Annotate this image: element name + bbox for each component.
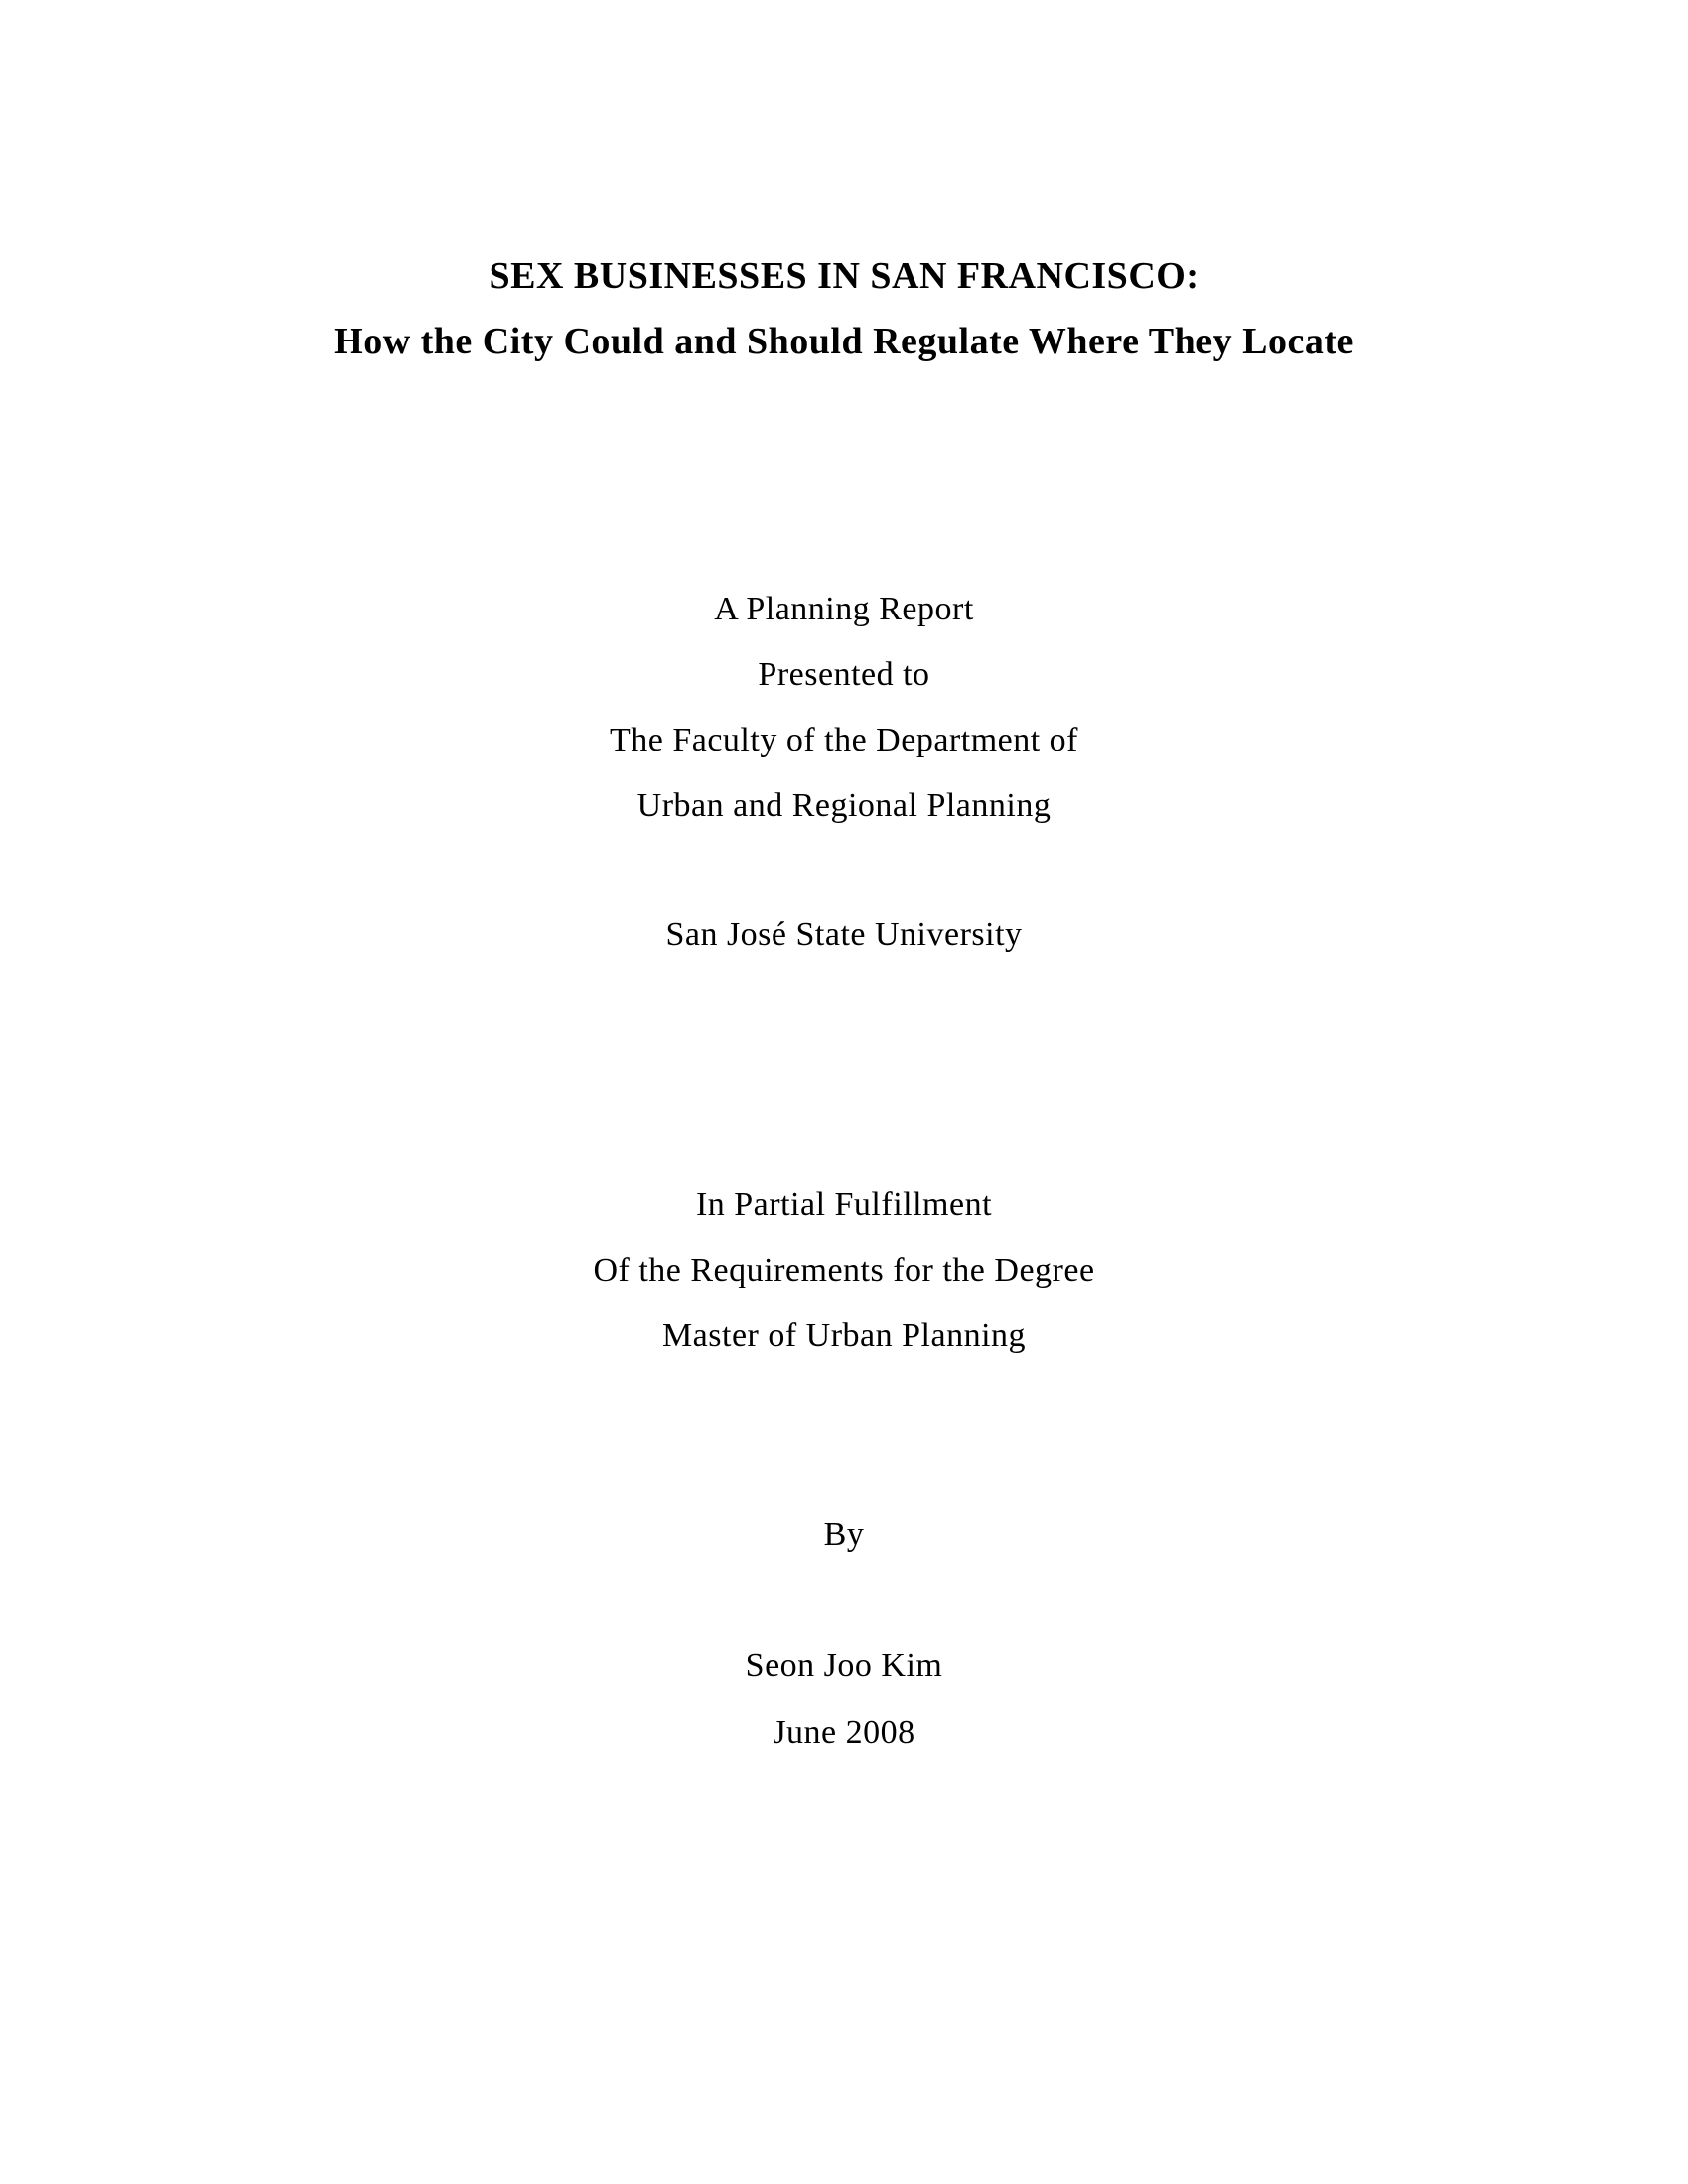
byline-label: By [823,1516,865,1553]
fulfillment-line-2: Of the Requirements for the Degree [593,1252,1095,1289]
report-title-line-2: How the City Could and Should Regulate Where They Locate [334,321,1354,362]
presentation-line-presented-to: Presented to [758,656,930,693]
university-name: San José State University [665,916,1023,953]
presentation-line-report-type: A Planning Report [714,591,974,627]
presentation-line-department: Urban and Regional Planning [636,787,1052,824]
presentation-line-faculty: The Faculty of the Department of [609,722,1078,758]
fulfillment-line-1: In Partial Fulfillment [695,1186,993,1223]
report-title-line-1: SEX BUSINESSES IN SAN FRANCISCO: [489,255,1199,297]
fulfillment-degree-name: Master of Urban Planning [661,1317,1027,1354]
author-name: Seon Joo Kim [745,1647,943,1684]
publication-date: June 2008 [773,1714,915,1751]
